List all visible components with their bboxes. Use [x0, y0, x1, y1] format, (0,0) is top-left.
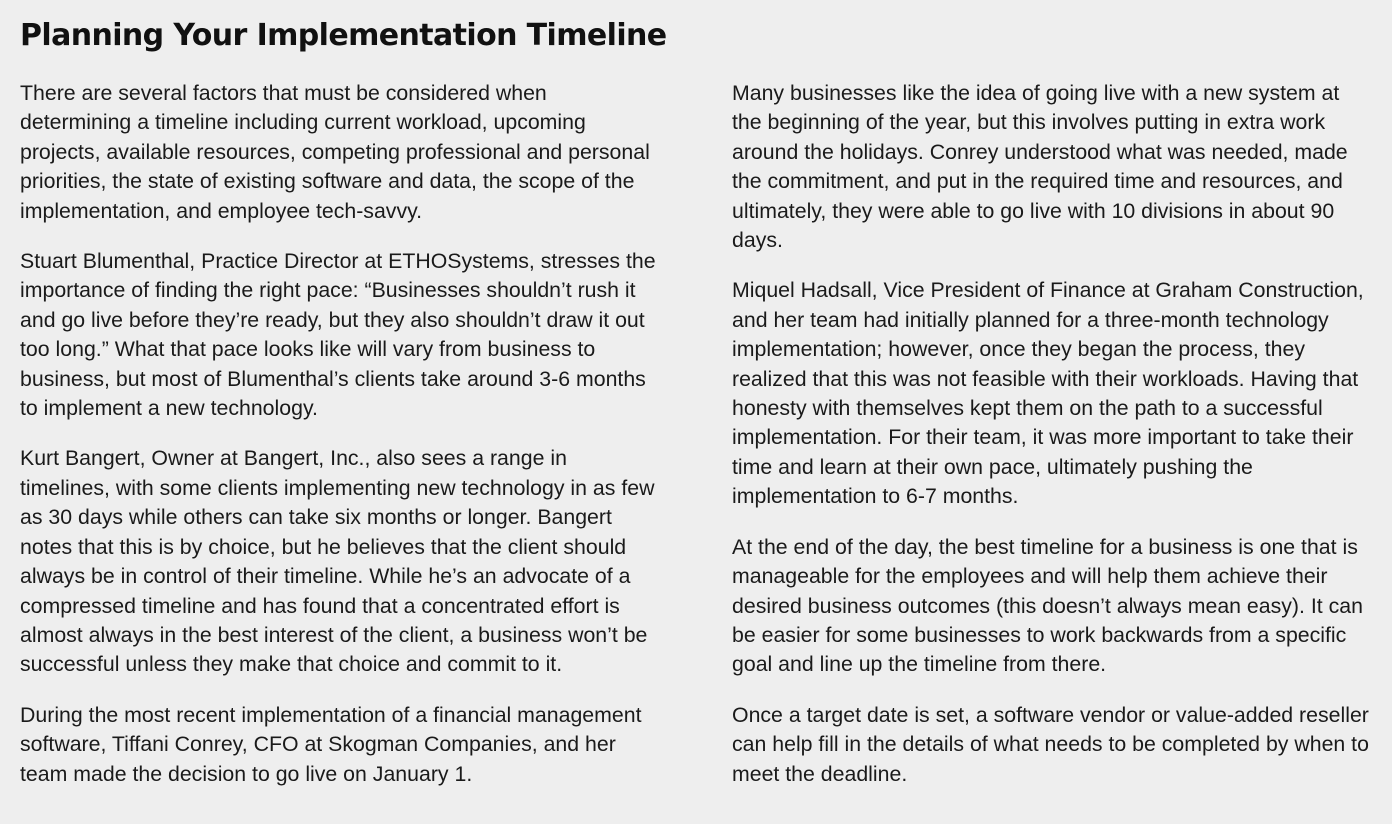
paragraph: Stuart Blumenthal, Practice Director at ETHOSystems, stresses the importance of finding the right pace: “Businesses shouldn’t rush it and go live before they’re ready, but they also shouldn’t draw it out too long.” What that pace looks like will vary from business to business, but most of Blumenthal’s clients take around 3-6 months to implement a new technology.	[20, 249, 656, 421]
paragraph: At the end of the day, the best timeline for a business is one that is manageable for the employees and will help them achieve their desired business outcomes (this doesn’t always mean easy). It can be easier for some businesses to work backwards from a specific goal and line up the timeline from there.	[732, 534, 1363, 677]
left-column	[20, 79, 656, 810]
paragraph: There are several factors that must be considered when determining a timeline including current workload, upcoming projects, available resources, competing professional and personal priorities, the state of existing software and data, the scope of the implementation, and employee tech-savvy.	[20, 81, 650, 223]
paragraph: During the most recent implementation of a financial management software, Tiffani Conrey, CFO at Skogman Companies, and her team made the decision to go live on January 1.	[20, 702, 642, 786]
paragraph: Kurt Bangert, Owner at Bangert, Inc., also sees a range in timelines, with some clients implementing new technology in as few as 30 days while others can take six months or longer. Bangert notes that this is by choice, but he believes that the client should always be in control of their timeline. While he’s an advocate of a compressed timeline and has found that a concentrated effort is almost always in the best interest of the client, a business won’t be successful unless they make that choice and commit to it.	[20, 446, 655, 677]
article-columns	[20, 79, 1372, 810]
paragraph: Many businesses like the idea of going live with a new system at the beginning of the year, but this involves putting in extra work around the holidays. Conrey understood what was needed, made the commitment, and put in the required time and resources, and ultimately, they were able to go live with 10 divisions in about 90 days.	[732, 81, 1348, 253]
page-title: Planning Your Implementation Timeline	[20, 18, 667, 53]
right-column	[732, 79, 1372, 810]
paragraph: Miquel Hadsall, Vice President of Finance at Graham Construction, and her team had initially planned for a three-month technology implementation; however, once they began the process, they realized that this was not feasible with their workloads. Having that honesty with themselves kept them on the path to a successful implementation. For their team, it was more important to take their time and learn at their own pace, ultimately pushing the implementation to 6-7 months.	[732, 278, 1364, 509]
paragraph: Once a target date is set, a software vendor or value-added reseller can help fill in the details of what needs to be completed by when to meet the deadline.	[732, 702, 1369, 786]
